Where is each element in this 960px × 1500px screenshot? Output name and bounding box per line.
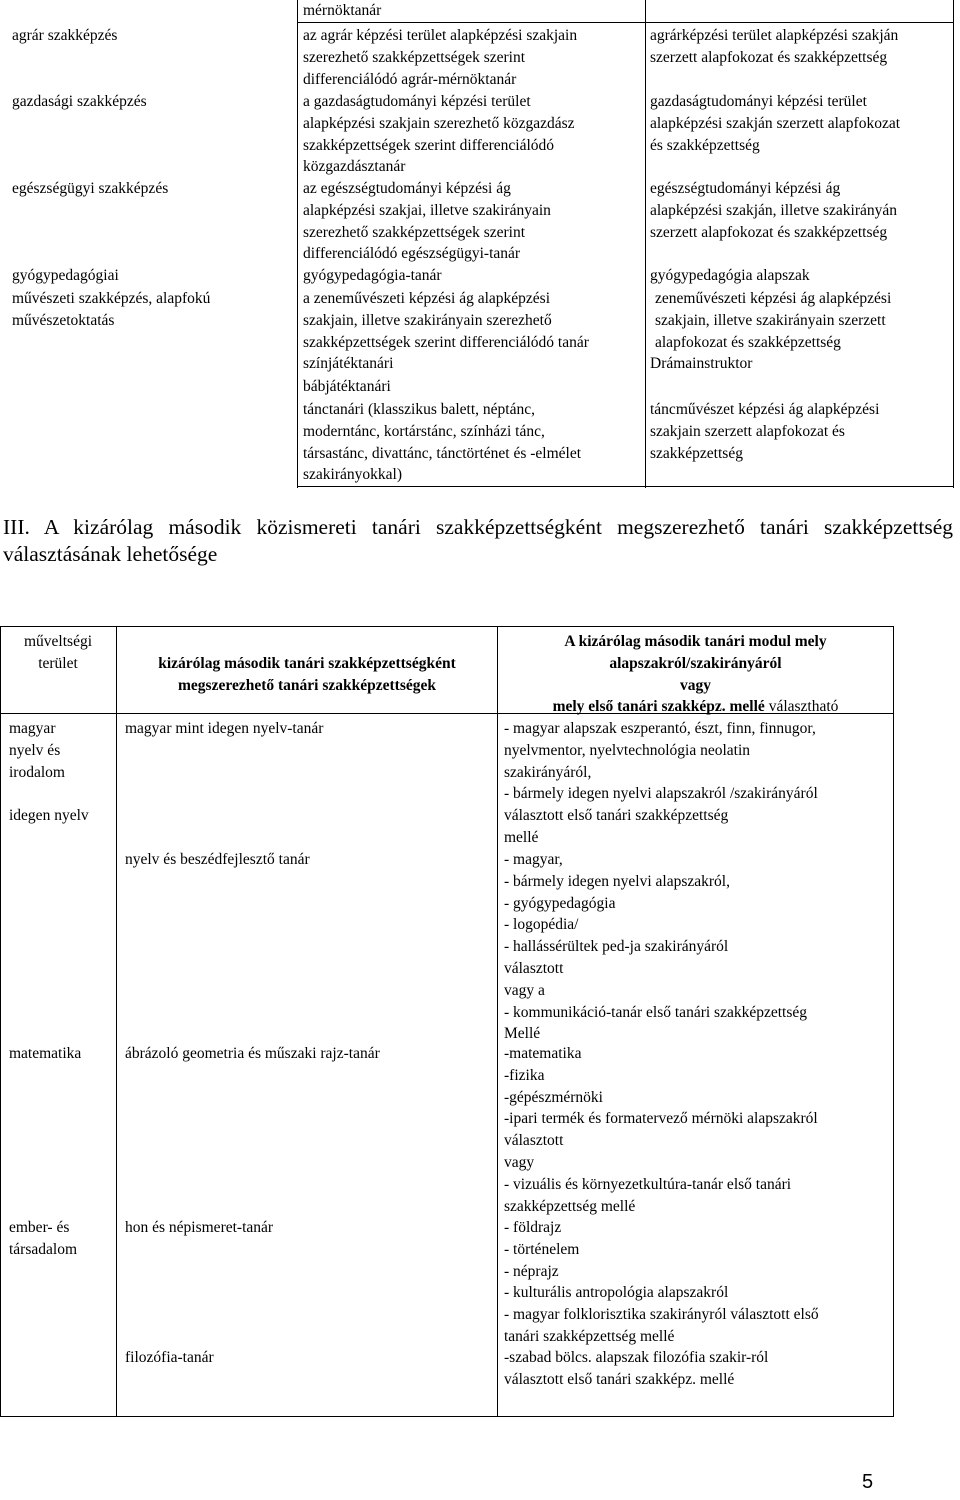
top-table-cell: színjátéktanári: [303, 355, 394, 372]
header-qualifications: kizárólag második tanári szakképzettségként megszerezhető tanári szakképzettségek: [158, 655, 456, 694]
top-table-cell: gazdaságtudományi képzési terület alapképzési szakján szerzett alapfokozat és szakképzettség: [650, 93, 901, 154]
header-cultural-area: műveltségi terület: [23, 633, 93, 672]
top-table-cell: mérnöktanár: [303, 2, 382, 19]
section-heading: III. A kizárólag második közismereti tanári szakképzettségként megszerezhető tanári szakképzettség választásának lehetősége: [3, 515, 953, 566]
page-number: 5: [862, 1471, 874, 1493]
top-table-cell: agrár szakképzés: [12, 27, 118, 44]
top-table-cell: egészségügyi szakképzés: [12, 180, 169, 197]
bottom-table-cell: - magyar alapszak eszperantó, észt, finn, finnugor, nyelvmentor, nyelvtechnológia neolatin szakirányáról, - bármely idegen nyelvi alapszakról /szakirányáról választott első tanári szakképzettség mellé: [504, 720, 818, 846]
top-table-cell: az agrár képzési terület alapképzési szakjain szerezhető szakképzettségek szerint differenciálódó agrár-mérnöktanár: [303, 27, 578, 88]
bottom-table-cell: ember- és társadalom: [9, 1219, 78, 1258]
top-table-cell: gyógypedagógiai: [12, 267, 119, 284]
bottom-table-cell: ábrázoló geometria és műszaki rajz-tanár: [125, 1045, 380, 1062]
bottom-table-cell: -matematika -fizika -gépészmérnöki -ipari termék és formatervező mérnöki alapszakról választott vagy - vizuális és környezetkultúra-tanár első tanári szakképzettség mellé: [504, 1045, 818, 1215]
bottom-table-cell: matematika: [9, 1045, 82, 1062]
bottom-table-cell: nyelv és beszédfejlesztő tanár: [125, 851, 310, 868]
top-table-cell: a gazdaságtudományi képzési terület alapképzési szakjain szerezhető közgazdász szakképzettségek szerint differenciálódó közgazdásztanár: [303, 93, 575, 176]
top-table-cell: gyógypedagógia alapszak: [650, 267, 810, 284]
bottom-table-cell: hon és népismeret-tanár: [125, 1219, 274, 1236]
bottom-table-cell: magyar nyelv és irodalom idegen nyelv: [9, 720, 89, 825]
header-eligibility-suffix: választható: [764, 698, 839, 716]
top-table-cell: egészségtudományi képzési ág alapképzési szakján, illetve szakirányán szerzett alapfokozat és szakképzettség: [650, 180, 898, 241]
bottom-table-cell: - magyar, - bármely idegen nyelvi alapszakról, - gyógypedagógia - logopédia/ - hallássérültek ped-ja szakirányáról választott vagy a - kommunikáció-tanár első tanári szakképzettség Mellé: [504, 851, 807, 1043]
top-table-cell: zeneművészeti képzési ág alapképzési szakjain, illetve szakirányain szerzett alapfokozat és szakképzettség: [655, 290, 892, 351]
bottom-table-cell: magyar mint idegen nyelv-tanár: [125, 720, 324, 737]
bottom-table-cell: - földrajz - történelem - néprajz - kulturális antropológia alapszakról - magyar folklorisztika szakirányról választott első tanári szakképzettség mellé: [504, 1219, 819, 1345]
top-table-cell: bábjátéktanári: [303, 378, 391, 395]
top-table-cell: agrárképzési terület alapképzési szakján szerzett alapfokozat és szakképzettség: [650, 27, 899, 66]
header-eligibility-bold: A kizárólag második tanári modul mely alapszakról/szakirányáról vagy mely első tanári szakképz. mellé: [552, 633, 827, 716]
top-table-cell: gazdasági szakképzés: [12, 93, 147, 110]
top-table-cell: az egészségtudományi képzési ág alapképzési szakjai, illetve szakirányain szerezhető szakképzettségek szerint differenciálódó egészségügyi-tanár: [303, 180, 551, 263]
top-table-cell: művészeti szakképzés, alapfokú művészetoktatás: [12, 290, 211, 329]
top-table-cell: Drámainstruktor: [650, 355, 753, 372]
bottom-table-cell: -szabad bölcs. alapszak filozófia szakir-ról választott első tanári szakképz. mellé: [504, 1349, 769, 1388]
top-table-cell: táncművészet képzési ág alapképzési szakjain szerzett alapfokozat és szakképzettség: [650, 401, 880, 462]
bottom-table-cell: filozófia-tanár: [125, 1349, 214, 1366]
top-table-cell: a zeneművészeti képzési ág alapképzési szakjain, illetve szakirányain szerezhető szakképzettségek szerint differenciálódó tanár: [303, 290, 589, 351]
top-table-cell: tánctanári (klasszikus balett, néptánc, moderntánc, kortárstánc, színházi tánc, társastánc, divattánc, tánctörténet és -elmélet szakirányokkal): [303, 401, 582, 484]
top-table-cell: gyógypedagógia-tanár: [303, 267, 442, 284]
header-eligibility: [499, 631, 892, 718]
